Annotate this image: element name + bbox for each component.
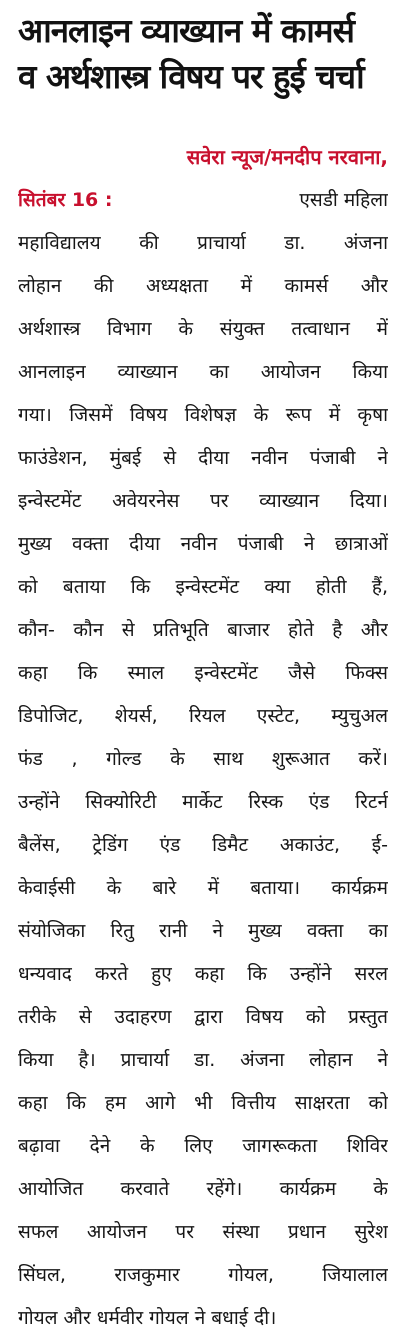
article-body	[18, 136, 388, 1340]
article-line: आनलाइन व्याख्यान का आयोजन किया	[18, 361, 388, 383]
article-line: मुख्य वक्ता दीया नवीन पंजाबी ने छात्राओं	[18, 533, 388, 555]
article-line: कहा कि स्माल इन्वेस्टमेंट जैसे फिक्स	[18, 662, 388, 684]
article-line: सिंघल, राजकुमार गोयल, जियालाल	[18, 1264, 388, 1286]
headline-line-1: आनलाइन व्याख्यान में कामर्स	[18, 11, 354, 50]
article-line: किया है। प्राचार्या डा. अंजना लोहान ने	[18, 1049, 388, 1071]
article-line: उन्होंने सिक्योरिटी मार्केट रिस्क एंड रिटर्न	[18, 791, 388, 813]
dateline-row	[18, 179, 388, 222]
headline-line-2: व अर्थशास्त्र विषय पर हुई चर्चा	[18, 57, 364, 96]
article-line: केवाईसी के बारे में बताया। कार्यक्रम	[18, 877, 388, 899]
article-line: संयोजिका रितु रानी ने मुख्य वक्ता का	[18, 920, 388, 942]
article-line: कौन- कौन से प्रतिभूति बाजार होते है और	[18, 619, 388, 641]
article-line: सफल आयोजन पर संस्था प्रधान सुरेश	[18, 1221, 388, 1243]
article-line: बढ़ावा देने के लिए जागरूकता शिविर	[18, 1135, 388, 1157]
lead-text: एसडी महिला	[299, 189, 388, 211]
article-line: महाविद्यालय की प्राचार्या डा. अंजना	[18, 232, 388, 254]
article-line: को बताया कि इन्वेस्टमेंट क्या होती हैं,	[18, 576, 388, 598]
article-line: धन्यवाद करते हुए कहा कि उन्होंने सरल	[18, 963, 388, 985]
article-line: इन्वेस्टमेंट अवेयरनेस पर व्याख्यान दिया।	[18, 490, 388, 512]
article-line: तरीके से उदाहरण द्वारा विषय को प्रस्तुत	[18, 1006, 388, 1028]
headline	[18, 8, 388, 100]
article-line: अर्थशास्त्र विभाग के संयुक्त तत्वाधान में	[18, 318, 388, 340]
article-lines	[18, 222, 388, 1340]
article-line: गया। जिसमें विषय विशेषज्ञ के रूप में कृषा	[18, 404, 388, 426]
dateline-date: सितंबर 16 :	[18, 189, 113, 211]
article-line: फाउंडेशन, मुंबई से दीया नवीन पंजाबी ने	[18, 447, 388, 469]
dateline-byline: सवेरा न्यूज/मनदीप नरवाना,	[186, 145, 388, 169]
article-line: आयोजित करवाते रहेंगे। कार्यक्रम के	[18, 1178, 388, 1200]
article-line: फंड , गोल्ड के साथ शुरूआत करें।	[18, 748, 388, 770]
article-line: डिपोजिट, शेयर्स, रियल एस्टेट, म्युचुअल	[18, 705, 388, 727]
article-line: लोहान की अध्यक्षता में कामर्स और	[18, 275, 388, 297]
article-line: कहा कि हम आगे भी वित्तीय साक्षरता को	[18, 1092, 388, 1114]
article-line: बैलेंस, ट्रेडिंग एंड डिमैट अकाउंट, ई-	[18, 834, 388, 856]
article-line: गोयल और धर्मवीर गोयल ने बधाई दी।	[18, 1307, 277, 1329]
